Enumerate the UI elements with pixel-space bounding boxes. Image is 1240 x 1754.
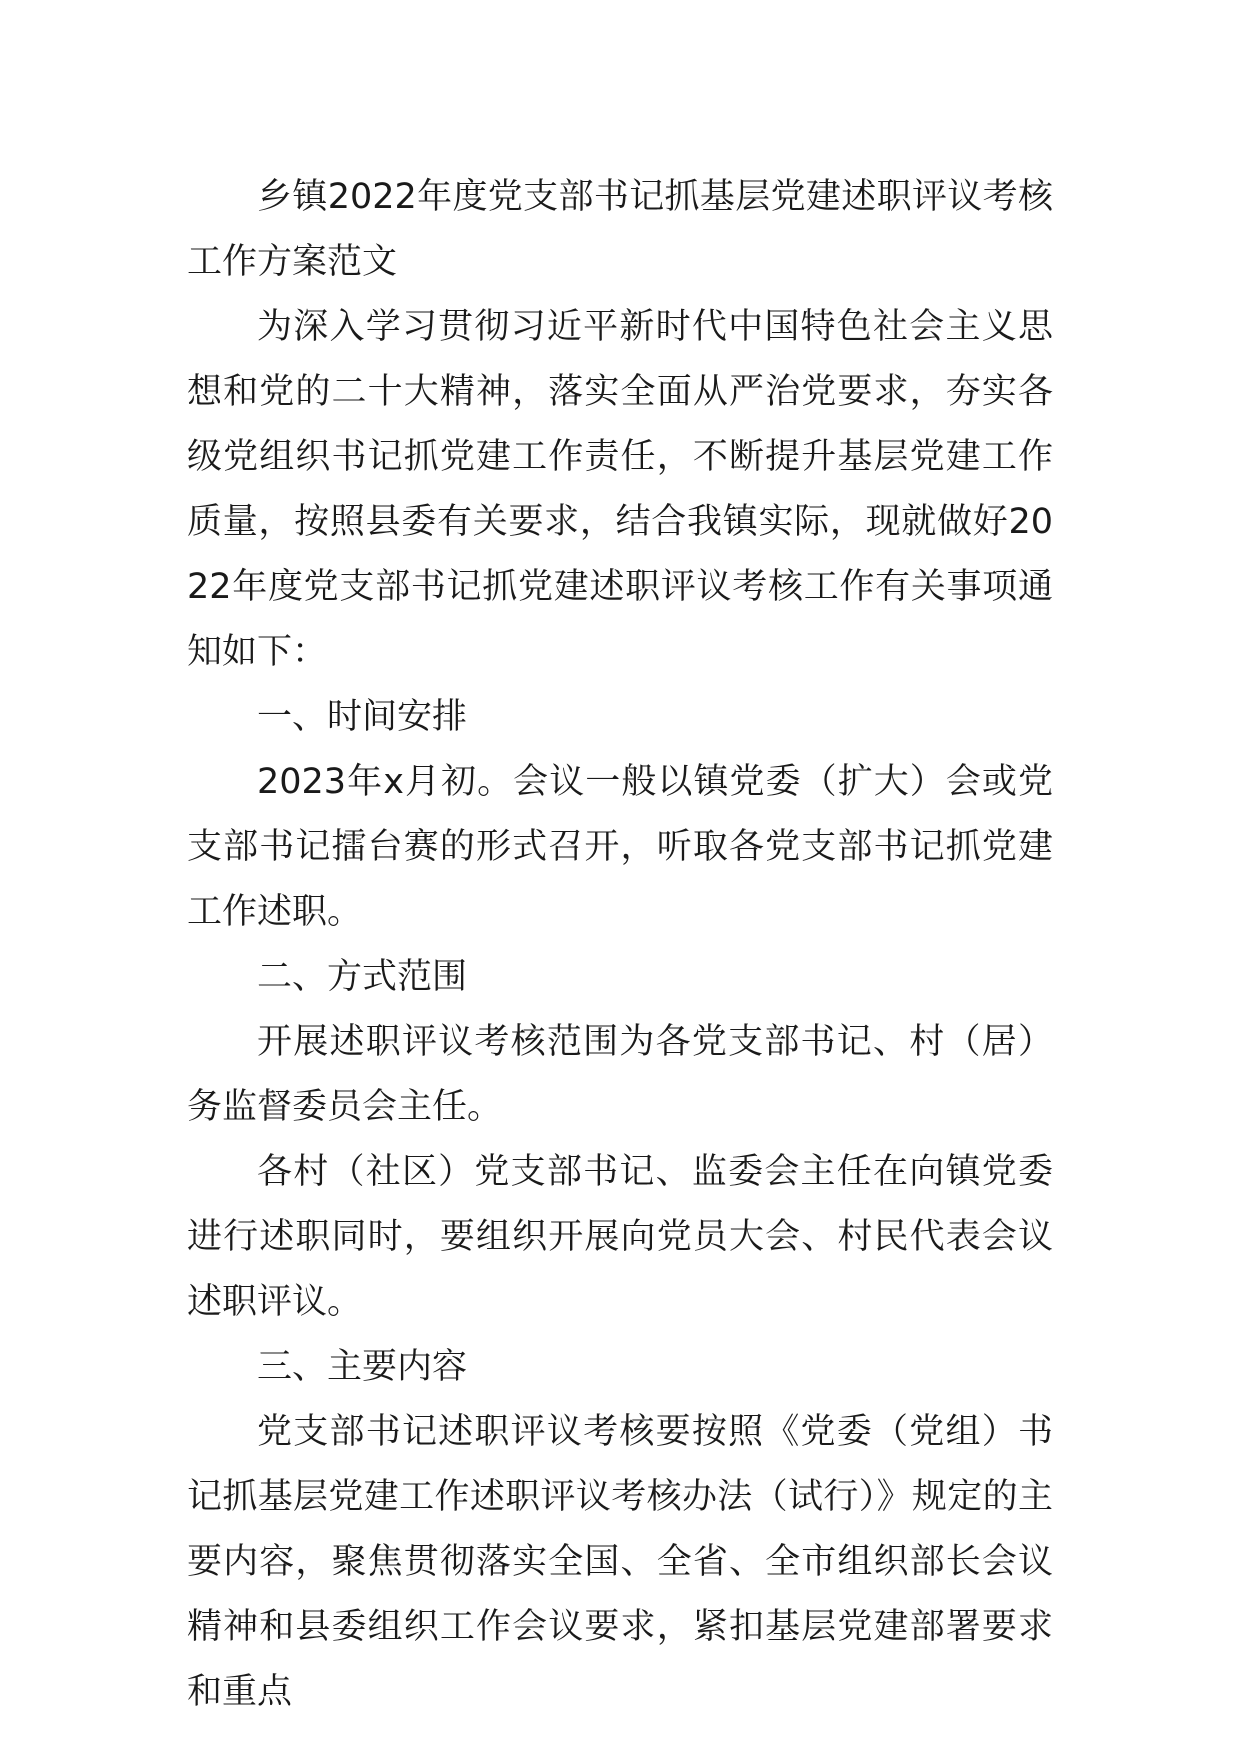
section-paragraph: 党支部书记述职评议考核要按照《党委（党组）书记抓基层党建工作述职评议考核办法（试行）》规定的主要内容，聚焦贯彻落实全国、全省、全市组织部长会议精神和县委组织工作会议要求，紧扣基层党建部署要求和重点 [187,1412,1053,1712]
section-heading-time: 一、时间安排 [257,697,468,737]
document-title: 乡镇2022年度党支部书记抓基层党建述职评议考核工作方案范文 [187,177,1053,282]
document-body [187,165,1053,1725]
section-paragraph: 开展述职评议考核范围为各党支部书记、村（居）务监督委员会主任。 [187,1022,1053,1127]
section-paragraph: 2023年x月初。会议一般以镇党委（扩大）会或党支部书记擂台赛的形式召开，听取各党支部书记抓党建工作述职。 [187,762,1053,932]
section-heading-scope: 二、方式范围 [257,957,468,997]
intro-paragraph: 为深入学习贯彻习近平新时代中国特色社会主义思想和党的二十大精神，落实全面从严治党要求，夯实各级党组织书记抓党建工作责任，不断提升基层党建工作质量，按照县委有关要求，结合我镇实际，现就做好2022年度党支部书记抓党建述职评议考核工作有关事项通知如下： [187,307,1053,672]
section-heading-content: 三、主要内容 [257,1347,468,1387]
section-paragraph: 各村（社区）党支部书记、监委会主任在向镇党委进行述职同时，要组织开展向党员大会、村民代表会议述职评议。 [187,1152,1053,1322]
